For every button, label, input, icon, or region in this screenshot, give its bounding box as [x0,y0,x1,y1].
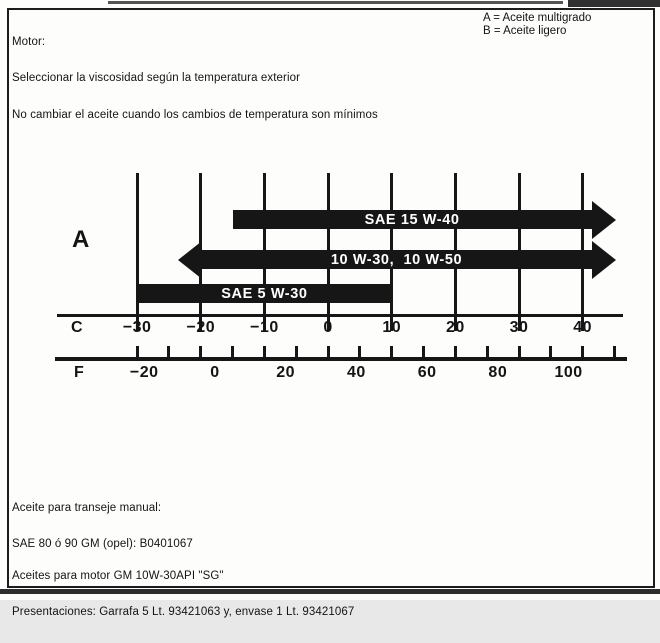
oil-range-label: SAE 15 W-40 [364,211,460,228]
fahrenheit-minor-tick [422,346,425,357]
oil-range-bar [233,210,592,229]
celsius-axis-label: C [71,319,83,336]
celsius-tick-20: 20 [445,319,465,336]
gridline--30c [136,173,139,331]
arrowhead-right [592,241,616,279]
engine-oil-note [12,545,354,643]
fahrenheit-minor-tick [263,346,266,357]
fahrenheit-minor-tick [518,346,521,357]
fahrenheit-minor-tick [486,346,489,357]
transaxle-note-spec: SAE 80 ó 90 GM (opel): B0401067 [12,538,193,551]
celsius-tick-30: 30 [509,319,529,336]
oil-range-bar [202,250,592,269]
fahrenheit-tick-0: 0 [210,364,220,381]
fahrenheit-minor-tick [581,346,584,357]
header-line-motor: Motor: [12,35,46,48]
fahrenheit-minor-tick [327,346,330,357]
celsius-tick-0: 0 [323,319,333,336]
fahrenheit-minor-tick [390,346,393,357]
legend-item-a: A = Aceite multigrado [483,12,592,24]
header-line-no-change: No cambiar el aceite cuando los cambios de temperatura son mínimos [12,109,378,122]
fahrenheit-tick-40: 40 [346,364,366,381]
fahrenheit-minor-tick [136,346,139,357]
engine-oil-presentations: Presentaciones: Garrafa 5 Lt. 93421063 y, envase 1 Lt. 93421067 [12,606,355,619]
celsius-tick--30: −30 [122,319,152,336]
legend-item-b: B = Aceite ligero [483,24,567,37]
celsius-tick-10: 10 [382,319,402,336]
fahrenheit-tick-20: 20 [276,364,296,381]
fahrenheit-axis-label: F [74,364,84,381]
celsius-tick-40: 40 [573,319,593,336]
fahrenheit-axis-line [55,357,627,361]
arrowhead-right [592,201,616,239]
transaxle-note-title: Aceite para transeje manual: [12,501,162,514]
fahrenheit-minor-tick [549,346,552,357]
fahrenheit-tick-100: 100 [554,364,583,381]
oil-range-label: 10 W-30, 10 W-50 [330,251,463,268]
fahrenheit-minor-tick [454,346,457,357]
fahrenheit-minor-tick [231,346,234,357]
celsius-axis-line [57,314,623,317]
oil-range-bar [137,284,392,303]
celsius-tick--10: −10 [250,319,279,336]
fahrenheit-minor-tick [358,346,361,357]
fahrenheit-tick--20: −20 [129,364,159,381]
fahrenheit-minor-tick [613,346,616,357]
engine-oil-spec: Aceites para motor GM 10W-30API "SG" [12,569,224,582]
arrowhead-left [178,241,202,279]
celsius-tick--20: −20 [186,319,216,336]
fahrenheit-minor-tick [167,346,170,357]
header-line-select-viscosity: Seleccionar la viscosidad según la temperatura exterior [12,72,301,85]
fahrenheit-minor-tick [295,346,298,357]
oil-range-label: SAE 5 W-30 [221,285,308,302]
chart-section-label: A [72,226,91,253]
fahrenheit-minor-tick [199,346,202,357]
fahrenheit-tick-60: 60 [417,364,437,381]
fahrenheit-tick-80: 80 [488,364,508,381]
